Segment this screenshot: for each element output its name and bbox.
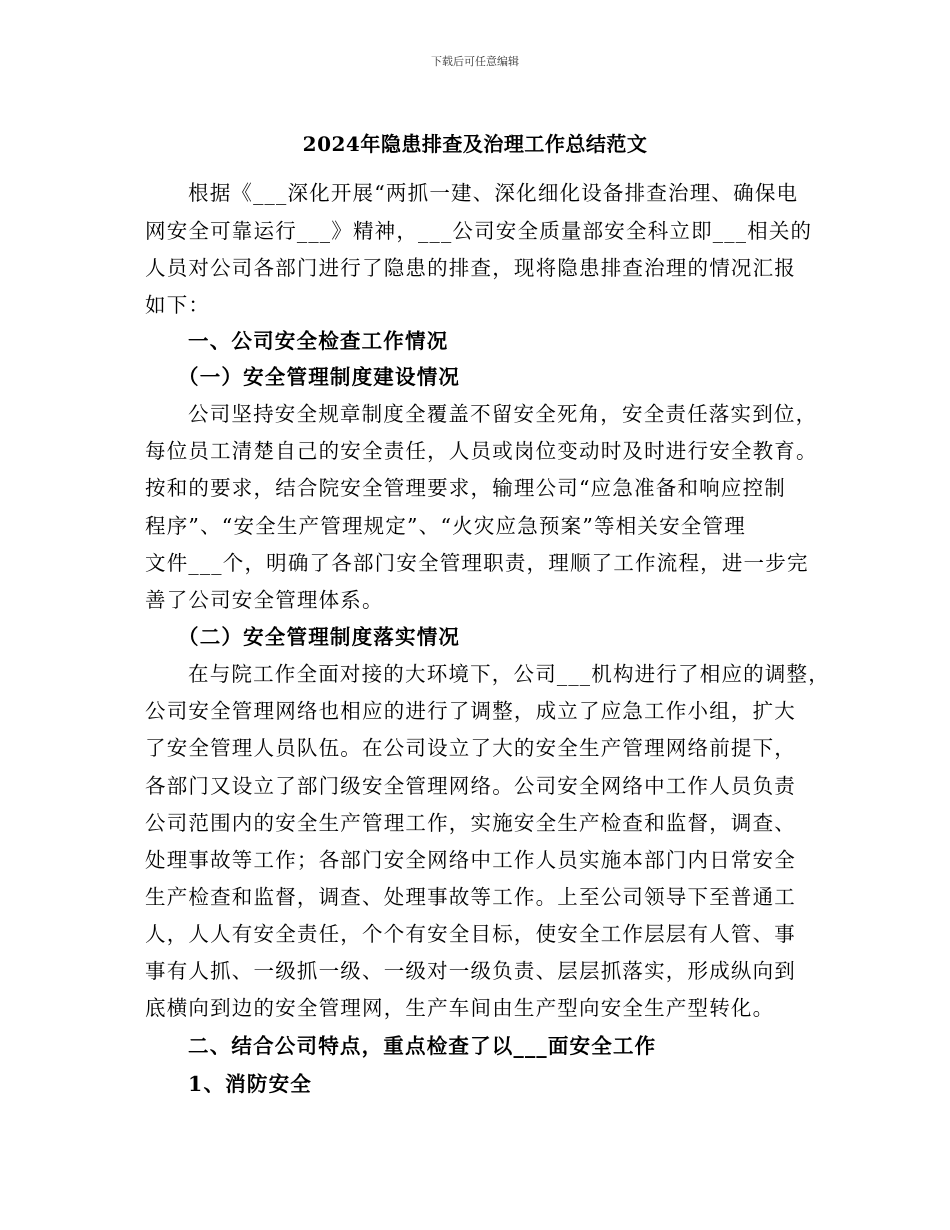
paragraph-line: 处理事故等工作；各部门安全网络中工作人员实施本部门内日常安全 <box>145 848 796 872</box>
subsection-heading: （二）安全管理制度落实情况 <box>178 625 461 649</box>
paragraph-line: 网安全可靠运行___》精神，___公司安全质量部安全科立即___相关的 <box>145 219 813 243</box>
section-heading: 一、公司安全检查工作情况 <box>188 329 449 353</box>
paragraph-line: 事有人抓、一级抓一级、一级对一级负责、层层抓落实，形成纵向到 <box>145 959 796 983</box>
paragraph-line: 公司范围内的安全生产管理工作，实施安全生产检查和监督，调查、 <box>145 811 796 835</box>
paragraph-line: 公司安全管理网络也相应的进行了调整，成立了应急工作小组，扩大 <box>145 699 796 723</box>
paragraph-line: 人，人人有安全责任，个个有安全目标，使安全工作层层有人管、事 <box>145 922 796 946</box>
document-title: 2024年隐患排查及治理工作总结范文 <box>302 132 648 156</box>
paragraph-line: 了安全管理人员队伍。在公司设立了大的安全生产管理网络前提下， <box>145 736 796 760</box>
paragraph-line: 根据《___深化开展“两抓一建、深化细化设备排查治理、确保电 <box>188 181 799 205</box>
paragraph-line: 公司坚持安全规章制度全覆盖不留安全死角，安全责任落实到位， <box>188 402 818 426</box>
paragraph-line: 在与院工作全面对接的大环境下，公司___机构进行了相应的调整， <box>188 662 830 686</box>
paragraph-line: 生产检查和监督，调查、处理事故等工作。上至公司领导下至普通工 <box>145 885 796 909</box>
paragraph-line: 按和的要求，结合院安全管理要求，输理公司“应急准备和响应控制 <box>145 476 786 500</box>
header-note: 下载后可任意编辑 <box>431 55 519 68</box>
paragraph-line: 每位员工清楚自己的安全责任，人员或岗位变动时及时进行安全教育。 <box>145 439 818 463</box>
paragraph-line: 善了公司安全管理体系。 <box>145 588 384 612</box>
section-heading: 二、结合公司特点，重点检查了以___面安全工作 <box>188 1034 657 1058</box>
subsection-heading: 1、消防安全 <box>188 1072 312 1096</box>
paragraph-line: 文件___个，明确了各部门安全管理职责，理顺了工作流程，进一步完 <box>145 551 809 575</box>
paragraph-line: 人员对公司各部门进行了隐患的排查，现将隐患排查治理的情况汇报 <box>145 256 796 280</box>
subsection-heading: （一）安全管理制度建设情况 <box>178 365 461 389</box>
paragraph-line: 如下： <box>145 293 211 317</box>
paragraph-line: 底横向到边的安全管理网，生产车间由生产型向安全生产型转化。 <box>145 996 775 1020</box>
paragraph-line: 程序”、“安全生产管理规定”、“火灾应急预案”等相关安全管理 <box>145 514 746 538</box>
paragraph-line: 各部门又设立了部门级安全管理网络。公司安全网络中工作人员负责 <box>145 774 796 798</box>
